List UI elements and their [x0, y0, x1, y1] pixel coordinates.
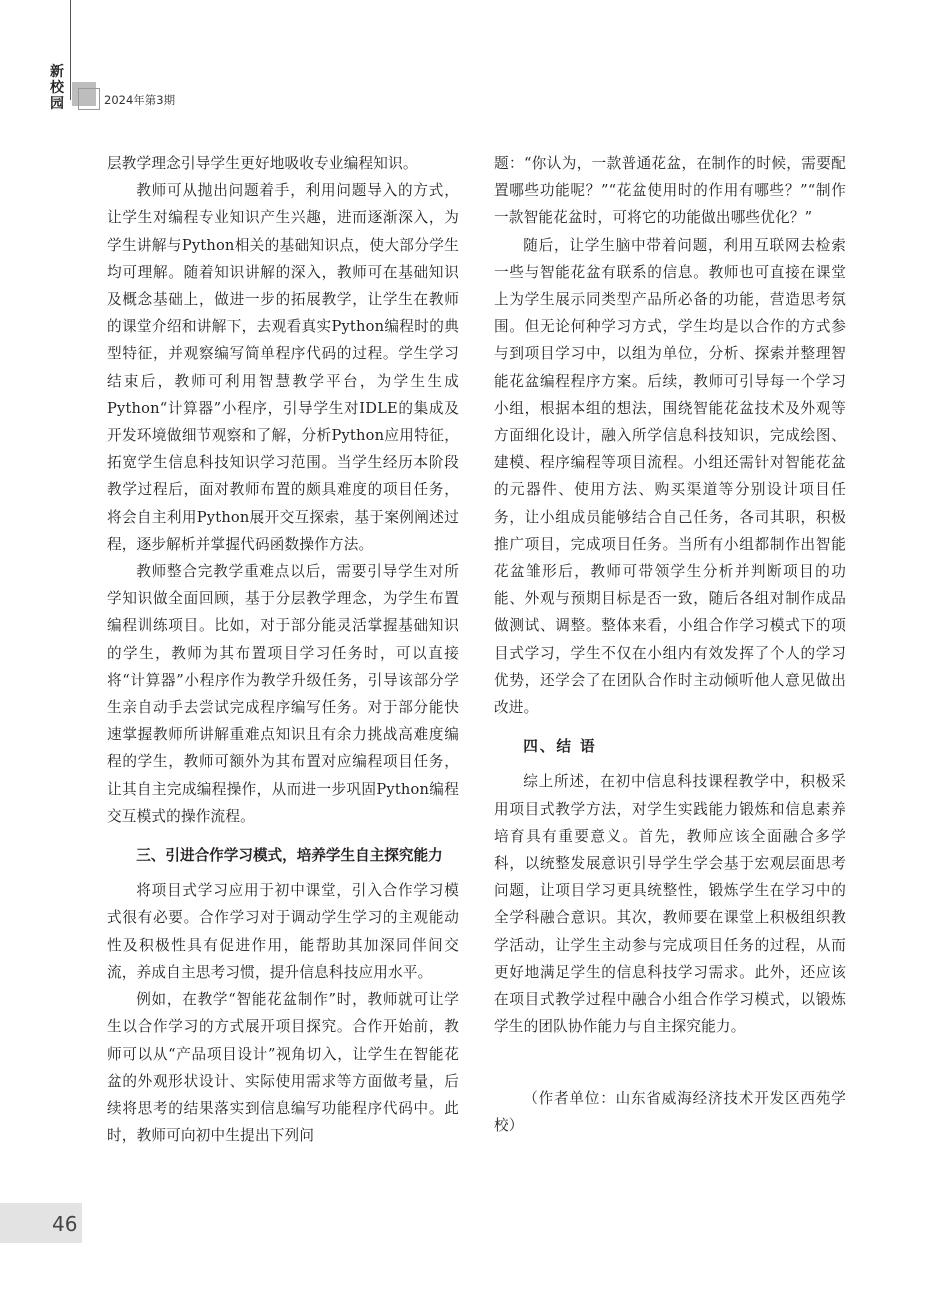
paragraph: 随后，让学生脑中带着问题，利用互联网去检索一些与智能花盆有联系的信息。教师也可直接在课堂上为学生展示同类型产品所必备的功能，营造思考氛围。但无论何种学习方式，学生均是以合作的方式参与到项目学习中，以组为单位，分析、探索并整理智能花盆编程程序方案。后续，教师可引导每一个学习小组，根据本组的想法，围绕智能花盆技术及外观等方面细化设计，融入所学信息科技知识，完成绘图、建模、程序编程等项目流程。小组还需针对智能花盆的元器件、使用方法、购买渠道等分别设计项目任务，让小组成员能够结合自己任务，各司其职，积极推广项目，完成项目任务。当所有小组都制作出智能花盆雏形后，教师可带领学生分析并判断项目的功能、外观与预期目标是否一致，随后各组对制作成品做测试、调整。整体来看，小组合作学习模式下的项目式学习，学生不仅在小组内有效发挥了个人的学习优势，还学会了在团队合作时主动倾听他人意见做出改进。	[494, 236, 846, 717]
masthead-logo	[50, 64, 70, 112]
header-rule	[70, 0, 71, 100]
section-heading-3: 三、引进合作学习模式，培养学生自主探究能力	[136, 847, 443, 865]
paragraph: 层教学理念引导学生更好地吸收专业编程知识。	[107, 155, 418, 172]
paragraph: 题：“你认为，一款普通花盆，在制作的时候，需要配置哪些功能呢？”“花盆使用时的作用有哪些？”“制作一款智能花盆时，可将它的功能做出哪些优化？”	[494, 155, 846, 227]
author-affiliation: （作者单位：山东省威海经济技术开发区西苑学校）	[494, 1089, 846, 1134]
logo-square-outline	[78, 88, 100, 110]
paragraph: 教师整合完教学重难点以后，需要引导学生对所学知识做全面回顾，基于分层教学理念，为学生布置编程训练项目。比如，对于部分能灵活掌握基础知识的学生，教师为其布置项目学习任务时，可以直接将“计算器”小程序作为教学升级任务，引导该部分学生亲自动手去尝试完成程序编写任务。对于部分能快速掌握教师所讲解重难点知识且有余力挑战高难度编程的学生，教师可额外为其布置对应编程项目任务，让其自主完成编程操作，从而进一步巩固Python编程交互模式的操作流程。	[107, 563, 459, 825]
page-number: 46	[52, 1212, 78, 1236]
paragraph: 例如，在教学“智能花盆制作”时，教师就可让学生以合作学习的方式展开项目探究。合作开始前，教师可以从“产品项目设计”视角切入，让学生在智能花盆的外观形状设计、实际使用需求等方面做考量，后续将思考的结果落实到信息编写功能程序代码中。此时，教师可向初中生提出下列问	[107, 991, 459, 1145]
paragraph: 综上所述，在初中信息科技课程教学中，积极采用项目式教学方法，对学生实践能力锻炼和信息素养培育具有重要意义。首先，教师应该全面融合多学科，以统整发展意识引导学生学会基于宏观层面思考问题，让项目学习更具统整性，锻炼学生在学习中的全学科融合意识。其次，教师要在课堂上积极组织教学活动，让学生主动参与完成项目任务的过程，从而更好地满足学生的信息科技学习需求。此外，还应该在项目式教学过程中融合小组合作学习模式，以锻炼学生的团队协作能力与自主探究能力。	[494, 773, 846, 1036]
issue-label: 2024年第3期	[104, 93, 176, 107]
masthead-char-2: 校	[50, 80, 64, 96]
left-column	[107, 150, 459, 1149]
right-column	[494, 150, 846, 1139]
paragraph: 将项目式学习应用于初中课堂，引入合作学习模式很有必要。合作学习对于调动学生学习的主观能动性及积极性具有促进作用，能帮助其加深同伴间交流，养成自主思考习惯，提升信息科技应用水平。	[107, 882, 459, 981]
masthead-char-3: 园	[50, 96, 64, 112]
masthead-char-1: 新	[50, 64, 64, 80]
section-heading-4: 四、结 语	[523, 738, 597, 756]
paragraph: 教师可从抛出问题着手，利用问题导入的方式，让学生对编程专业知识产生兴趣，进而逐渐深入，为学生讲解与Python相关的基础知识点，使大部分学生均可理解。随着知识讲解的深入，教师可在基础知识及概念基础上，做进一步的拓展教学，让学生在教师的课堂介绍和讲解下，去观看真实Python编程时的典型特征，并观察编写简单程序代码的过程。学生学习结束后，教师可利用智慧教学平台，为学生生成Python“计算器”小程序，引导学生对IDLE的集成及开发环境做细节观察和了解，分析Python应用特征，拓宽学生信息科技知识学习范围。当学生经历本阶段教学过程后，面对教师布置的颇具难度的项目任务，将会自主利用Python展开交互探索，基于案例阐述过程，逐步解析并掌握代码函数操作方法。	[107, 182, 459, 553]
